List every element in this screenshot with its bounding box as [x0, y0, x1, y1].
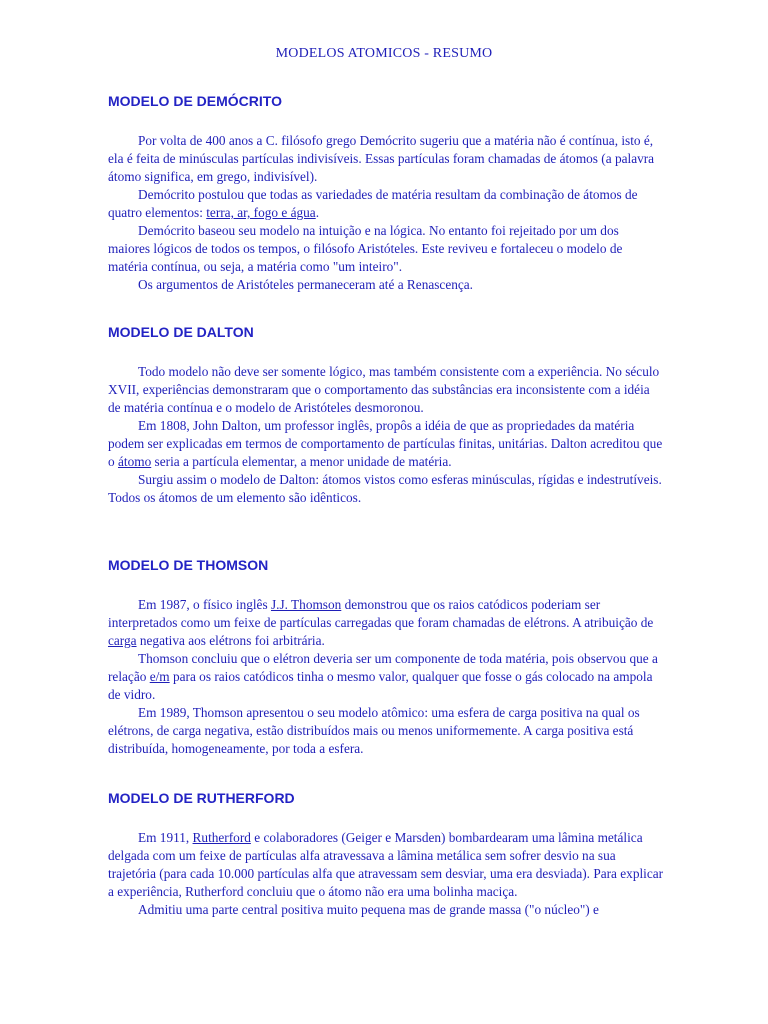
- paragraph-text: seria a partícula elementar, a menor unidade de matéria.: [151, 454, 452, 469]
- paragraph-text: Thomson concluiu que o elétron deveria ser um componente de toda matéria, pois observou que a relação: [108, 651, 658, 684]
- paragraph: Por volta de 400 anos a C. filósofo grego Demócrito sugeriu que a matéria não é contínua, isto é, ela é feita de minúsculas partículas indivisíveis. Essas partículas foram chamadas de átomos (a palavra átomo significa, em grego, indivisível).: [108, 133, 655, 184]
- paragraph-text: demonstrou que os raios catódicos poderiam ser interpretados como um feixe de partículas carregadas que foram chamadas de elétrons. A atribuição de: [108, 597, 654, 630]
- paragraph-text: Demócrito postulou que todas as variedades de matéria resultam da combinação de átomos de quatro elementos:: [108, 187, 638, 220]
- section-rutherford: [108, 790, 664, 919]
- paragraph: Surgiu assim o modelo de Dalton: átomos vistos como esferas minúsculas, rígidas e indestrutíveis. Todos os átomos de um elemento são idênticos.: [108, 472, 662, 505]
- section-democrito: [108, 93, 664, 294]
- paragraph: Demócrito baseou seu modelo na intuição e na lógica. No entanto foi rejeitado por um dos maiores lógicos de todos os tempos, o filósofo Aristóteles. Este reviveu e fortaleceu o modelo de matéria contínua, ou seja, a matéria como "um inteiro".: [108, 223, 623, 274]
- paragraph-text: para os raios catódicos tinha o mesmo valor, qualquer que fosse o gás colocado na ampola de vidro.: [108, 669, 653, 702]
- elements-link[interactable]: terra, ar, fogo e água: [206, 205, 316, 220]
- section-heading: MODELO DE THOMSON: [108, 557, 269, 573]
- atomo-link[interactable]: átomo: [117, 454, 152, 469]
- paragraph: [108, 596, 664, 650]
- section-heading: MODELO DE DEMÓCRITO: [108, 93, 282, 109]
- paragraph: Em 1989, Thomson apresentou o seu modelo atômico: uma esfera de carga positiva na qual os elétrons, de carga negativa, estão distribuídos mais ou menos uniformemente. A carga positiva está distribuída, homogeneamente, por toda a esfera.: [108, 705, 640, 756]
- paragraph: [108, 650, 664, 704]
- paragraph: Admitiu uma parte central positiva muito pequena mas de grande massa ("o núcleo") e: [138, 902, 599, 917]
- thomson-link[interactable]: J.J. Thomson: [270, 597, 342, 612]
- document-title: MODELOS ATOMICOS - RESUMO: [275, 46, 493, 61]
- section-dalton: [108, 324, 664, 507]
- paragraph: [108, 829, 664, 901]
- paragraph-text: .: [315, 205, 320, 220]
- paragraph: Os argumentos de Aristóteles permaneceram até a Renascença.: [138, 277, 473, 292]
- paragraph-text: Em 1911,: [138, 830, 193, 845]
- paragraph: [108, 417, 664, 471]
- paragraph-text: negativa aos elétrons foi arbitrária.: [136, 633, 325, 648]
- section-heading: MODELO DE DALTON: [108, 324, 254, 340]
- section-heading: MODELO DE RUTHERFORD: [108, 790, 295, 806]
- paragraph: [108, 186, 664, 222]
- paragraph-text: Em 1808, John Dalton, um professor inglês, propôs a idéia de que as propriedades da matéria podem ser explicadas em termos de comportamento de partículas finitas, unitárias. Dalton acreditou que o: [108, 418, 663, 469]
- paragraph-text: Em 1987, o físico inglês: [138, 597, 271, 612]
- rutherford-link[interactable]: Rutherford: [192, 830, 251, 845]
- paragraph-text: e colaboradores (Geiger e Marsden) bombardearam uma lâmina metálica delgada com um feixe de partículas alfa atravessava a lâmina metálica sem sofrer desvio na sua trajetória (para cada 10.000 partículas alfa que atravessam sem desviar, uma era desviada). Para explicar a experiência, Rutherford concluiu que o átomo não era uma bolinha maciça.: [108, 830, 664, 899]
- em-ratio-link[interactable]: e/m: [149, 669, 170, 684]
- paragraph: Todo modelo não deve ser somente lógico, mas também consistente com a experiência. No século XVII, experiências demonstraram que o comportamento das substâncias era inconsistente com a idéia de matéria contínua e o modelo de Aristóteles desmoronou.: [108, 364, 660, 415]
- section-thomson: [108, 557, 664, 758]
- carga-link[interactable]: carga: [108, 633, 137, 648]
